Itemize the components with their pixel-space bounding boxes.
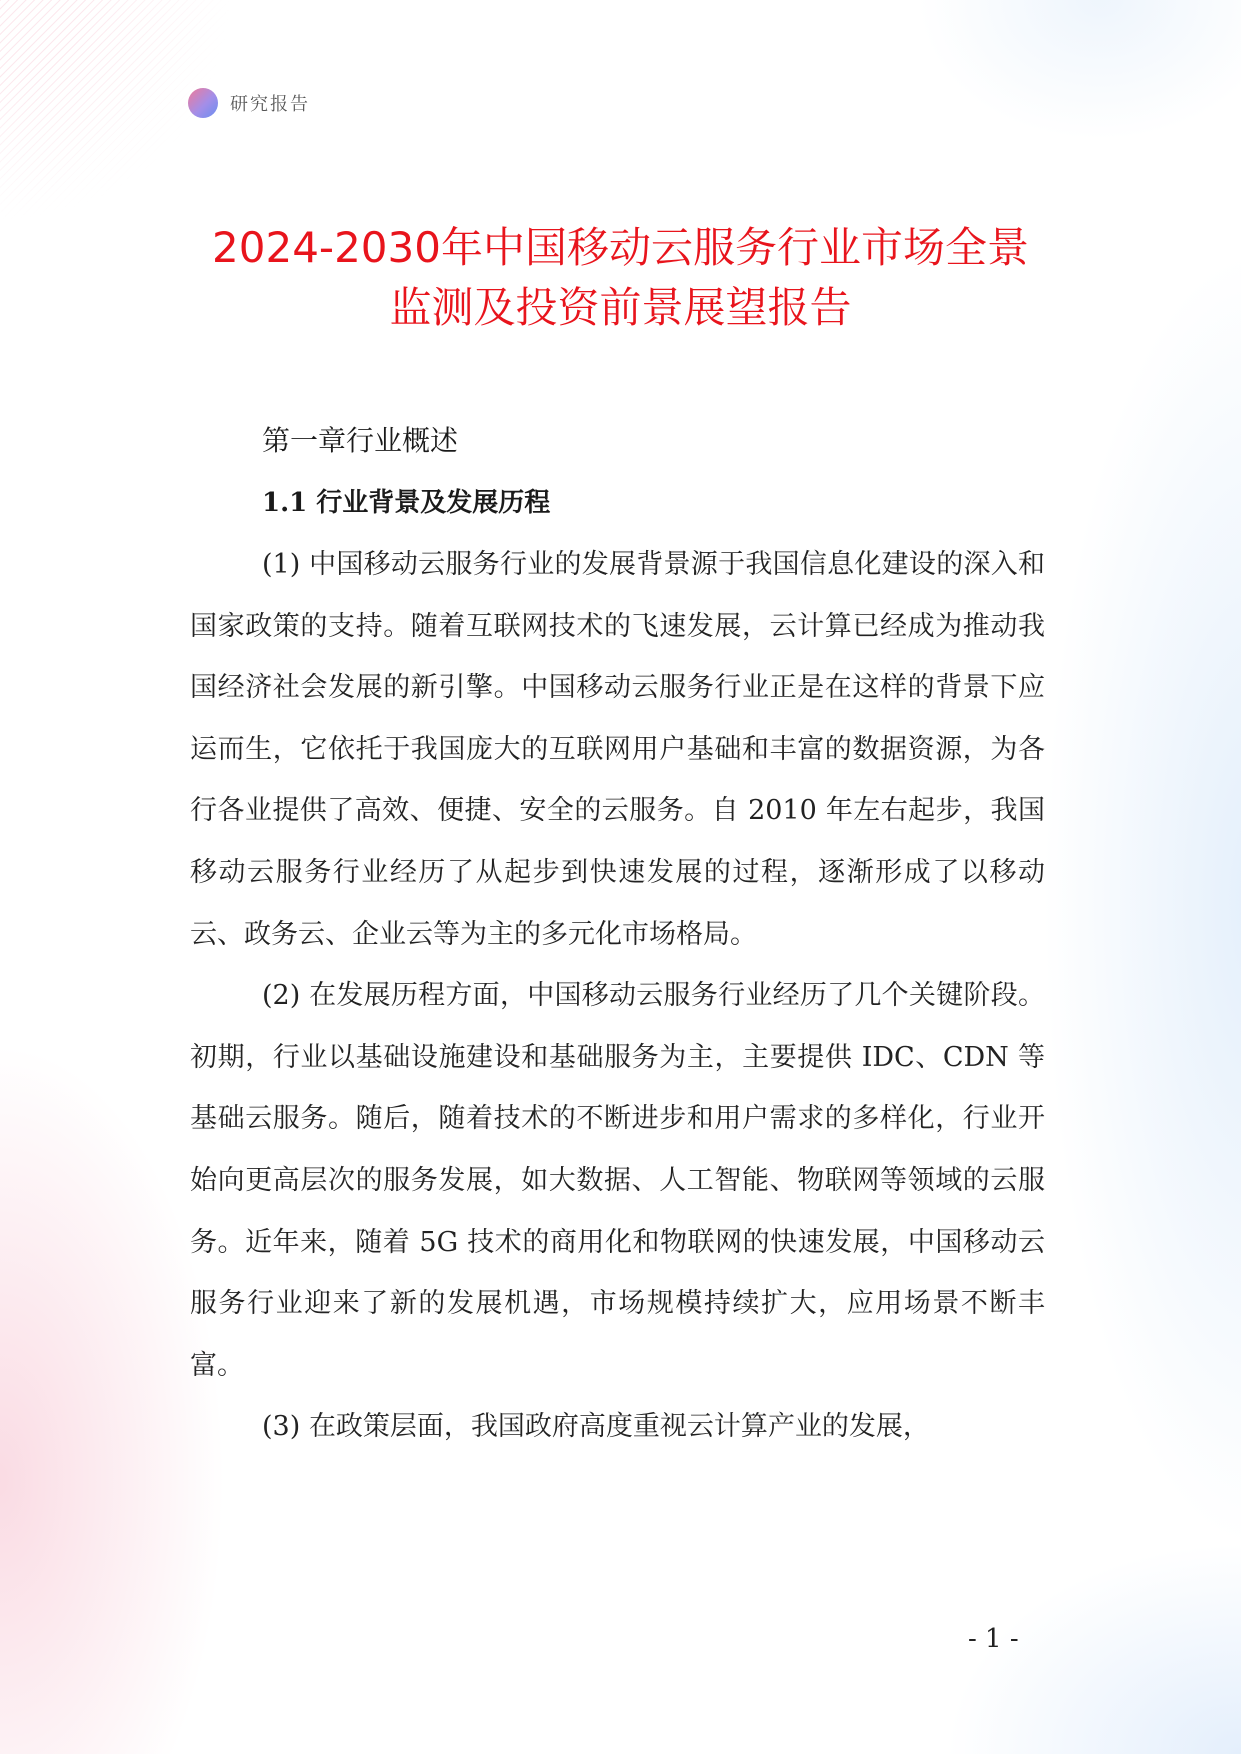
paragraph-1: (1) 中国移动云服务行业的发展背景源于我国信息化建设的深入和国家政策的支持。随着互联网技术的飞速发展，云计算已经成为推动我国经济社会发展的新引擎。中国移动云服务行业正是在这样的背景下应运而生，它依托于我国庞大的互联网用户基础和丰富的数据资源，为各行各业提供了高效、便捷、安全的云服务。自 2010 年左右起步，我国移动云服务行业经历了从起步到快速发展的过程，逐渐形成了以移动云、政务云、企业云等为主的多元化市场格局。 — [190, 549, 1045, 950]
badge-label: 研究报告 — [230, 94, 310, 115]
chapter-heading: 第一章行业概述 — [262, 424, 459, 457]
section-heading: 1.1 行业背景及发展历程 — [262, 488, 551, 518]
document-title — [140, 218, 1101, 338]
page-number: - 1 - — [968, 1624, 1019, 1654]
document-title-line-2: 监测及投资前景展望报告 — [389, 283, 852, 332]
paragraph-2: (2) 在发展历程方面，中国移动云服务行业经历了几个关键阶段。初期，行业以基础设施建设和基础服务为主，主要提供 IDC、CDN 等基础云服务。随后，随着技术的不断进步和用户需求的多样化，行业开始向更高层次的服务发展，如大数据、人工智能、物联网等领域的云服务。近年来，随着 5G 技术的商用化和物联网的快速发展，中国移动云服务行业迎来了新的发展机遇，市场规模持续扩大，应用场景不断丰富。 — [190, 980, 1045, 1381]
document-title-line-1: 2024-2030年中国移动云服务行业市场全景 — [212, 223, 1029, 272]
report-badge — [188, 88, 310, 118]
document-body — [190, 410, 1045, 1458]
paragraph-3: (3) 在政策层面，我国政府高度重视云计算产业的发展， — [262, 1411, 930, 1443]
badge-logo-icon — [188, 88, 218, 118]
